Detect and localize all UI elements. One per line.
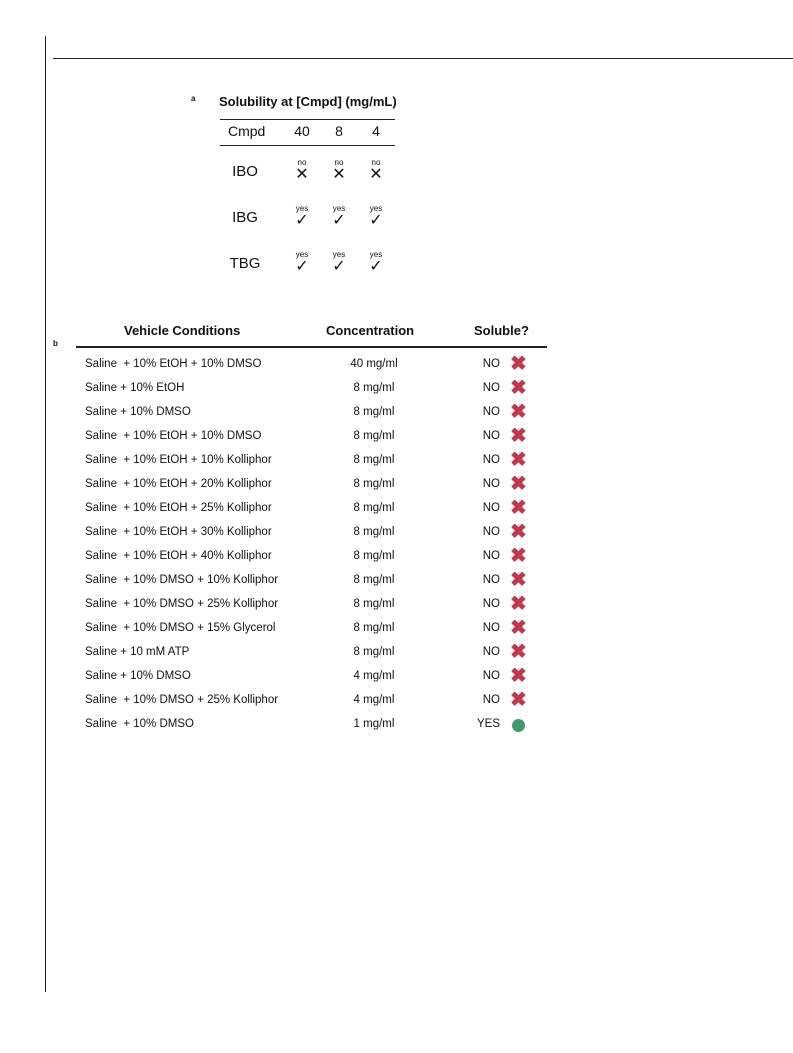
- vehicle-condition: Saline + 10% EtOH + 20% Kolliphor: [85, 478, 272, 490]
- panel-a-cell: [289, 250, 315, 275]
- soluble-value: NO: [482, 502, 500, 514]
- table-row: [0, 425, 793, 454]
- red-cross-icon: ✖: [510, 665, 527, 687]
- table-row: [0, 401, 793, 430]
- vehicle-condition: Saline + 10% EtOH + 10% Kolliphor: [85, 454, 272, 466]
- panel-b-label: b: [53, 339, 58, 348]
- concentration-value: 1 mg/ml: [353, 718, 395, 730]
- soluble-value: NO: [482, 358, 500, 370]
- table-row: [0, 617, 793, 646]
- soluble-value: YES: [476, 718, 500, 730]
- check-icon: ✓: [369, 258, 383, 275]
- table-row: [0, 497, 793, 526]
- panel-b-header-soluble: Soluble?: [474, 323, 529, 338]
- concentration-value: 4 mg/ml: [353, 670, 395, 682]
- cross-icon: ✕: [332, 166, 346, 183]
- panel-a-title: Solubility at [Cmpd] (mg/mL): [219, 94, 397, 109]
- vehicle-condition: Saline + 10% DMSO: [85, 670, 191, 682]
- soluble-value: NO: [482, 646, 500, 658]
- panel-b-header-concentration: Concentration: [326, 323, 415, 338]
- concentration-value: 8 mg/ml: [353, 406, 395, 418]
- soluble-value: NO: [482, 574, 500, 586]
- vehicle-condition: Saline + 10% EtOH: [85, 382, 185, 394]
- cross-icon: ✕: [295, 166, 309, 183]
- soluble-value: NO: [482, 478, 500, 490]
- red-cross-icon: ✖: [510, 425, 527, 447]
- vehicle-condition: Saline + 10% EtOH + 10% DMSO: [85, 430, 262, 442]
- concentration-value: 4 mg/ml: [353, 694, 395, 706]
- table-row: [0, 545, 793, 574]
- vehicle-condition: Saline + 10% DMSO: [85, 718, 194, 730]
- red-cross-icon: ✖: [510, 617, 527, 639]
- concentration-value: 8 mg/ml: [353, 598, 395, 610]
- vehicle-condition: Saline + 10% EtOH + 25% Kolliphor: [85, 502, 272, 514]
- red-cross-icon: ✖: [510, 473, 527, 495]
- red-cross-icon: ✖: [510, 449, 527, 471]
- table-row: [0, 641, 793, 670]
- panel-a-header-rule: [220, 145, 395, 146]
- panel-a-cell: [326, 250, 352, 275]
- red-cross-icon: ✖: [510, 401, 527, 423]
- table-row: [0, 689, 793, 718]
- panel-a-cell-word: yes: [332, 250, 346, 259]
- concentration-value: 40 mg/ml: [350, 358, 398, 370]
- page-top-rule: [53, 58, 793, 59]
- table-row: [0, 718, 793, 742]
- concentration-value: 8 mg/ml: [353, 430, 395, 442]
- panel-a-cmpd-label: TBG: [229, 255, 261, 272]
- panel-b-header-rule: [76, 346, 547, 348]
- vehicle-condition: Saline + 10 mM ATP: [85, 646, 190, 658]
- panel-a-header-cmpd: Cmpd: [228, 123, 266, 139]
- check-icon: ✓: [295, 212, 309, 229]
- panel-a-cell-word: yes: [369, 204, 383, 213]
- vehicle-condition: Saline + 10% EtOH + 10% DMSO: [85, 358, 262, 370]
- red-cross-icon: ✖: [510, 521, 527, 543]
- panel-a-cell: [326, 158, 352, 183]
- green-dot-icon: [512, 719, 525, 732]
- panel-a-cell-word: yes: [295, 204, 309, 213]
- table-row: [0, 353, 793, 382]
- panel-a-cell: [363, 250, 389, 275]
- concentration-value: 8 mg/ml: [353, 574, 395, 586]
- concentration-value: 8 mg/ml: [353, 502, 395, 514]
- panel-a-cell: [363, 158, 389, 183]
- vehicle-condition: Saline + 10% DMSO + 25% Kolliphor: [85, 694, 279, 706]
- vehicle-condition: Saline + 10% DMSO + 25% Kolliphor: [85, 598, 279, 610]
- soluble-value: NO: [482, 454, 500, 466]
- concentration-value: 8 mg/ml: [353, 550, 395, 562]
- concentration-value: 8 mg/ml: [353, 526, 395, 538]
- panel-a-cell-word: no: [371, 158, 381, 167]
- red-cross-icon: ✖: [510, 593, 527, 615]
- table-row: [0, 593, 793, 622]
- panel-a-cell: [326, 204, 352, 229]
- panel-a-cell: [289, 204, 315, 229]
- panel-a-cell: [289, 158, 315, 183]
- soluble-value: NO: [482, 670, 500, 682]
- concentration-value: 8 mg/ml: [353, 478, 395, 490]
- soluble-value: NO: [482, 622, 500, 634]
- panel-b-header-vehicle: Vehicle Conditions: [124, 323, 241, 338]
- panel-a-cell-word: yes: [369, 250, 383, 259]
- red-cross-icon: ✖: [510, 689, 527, 711]
- soluble-value: NO: [482, 526, 500, 538]
- panel-a-top-rule: [220, 119, 395, 120]
- soluble-value: NO: [482, 382, 500, 394]
- concentration-value: 8 mg/ml: [353, 622, 395, 634]
- red-cross-icon: ✖: [510, 497, 527, 519]
- vehicle-condition: Saline + 10% DMSO + 15% Glycerol: [85, 622, 276, 634]
- concentration-value: 8 mg/ml: [353, 382, 395, 394]
- table-row: [0, 665, 793, 694]
- check-icon: ✓: [369, 212, 383, 229]
- panel-a-cmpd-label: IBO: [232, 163, 258, 180]
- red-cross-icon: ✖: [510, 377, 527, 399]
- concentration-value: 8 mg/ml: [353, 454, 395, 466]
- red-cross-icon: ✖: [510, 353, 527, 375]
- check-icon: ✓: [295, 258, 309, 275]
- panel-a-label: a: [191, 94, 196, 103]
- panel-a-cell-word: yes: [295, 250, 309, 259]
- table-row: [0, 377, 793, 406]
- panel-a-header-col-8: 8: [335, 123, 343, 139]
- soluble-value: NO: [482, 550, 500, 562]
- panel-a-cmpd-label: IBG: [232, 209, 258, 226]
- red-cross-icon: ✖: [510, 641, 527, 663]
- vehicle-condition: Saline + 10% DMSO + 10% Kolliphor: [85, 574, 279, 586]
- red-cross-icon: ✖: [510, 569, 527, 591]
- table-row: [0, 521, 793, 550]
- vehicle-condition: Saline + 10% EtOH + 30% Kolliphor: [85, 526, 272, 538]
- panel-a-header-col-40: 40: [294, 123, 310, 139]
- vehicle-condition: Saline + 10% DMSO: [85, 406, 191, 418]
- cross-icon: ✕: [369, 166, 383, 183]
- soluble-value: NO: [482, 598, 500, 610]
- check-icon: ✓: [332, 212, 346, 229]
- panel-a-cell: [363, 204, 389, 229]
- check-icon: ✓: [332, 258, 346, 275]
- soluble-value: NO: [482, 694, 500, 706]
- concentration-value: 8 mg/ml: [353, 646, 395, 658]
- table-row: [0, 569, 793, 598]
- soluble-value: NO: [482, 406, 500, 418]
- soluble-value: NO: [482, 430, 500, 442]
- panel-a-cell-word: yes: [332, 204, 346, 213]
- panel-a-cell-word: no: [297, 158, 307, 167]
- vehicle-condition: Saline + 10% EtOH + 40% Kolliphor: [85, 550, 272, 562]
- panel-a-header-col-4: 4: [372, 123, 380, 139]
- table-row: [0, 449, 793, 478]
- table-row: [0, 473, 793, 502]
- panel-a-cell-word: no: [334, 158, 344, 167]
- red-cross-icon: ✖: [510, 545, 527, 567]
